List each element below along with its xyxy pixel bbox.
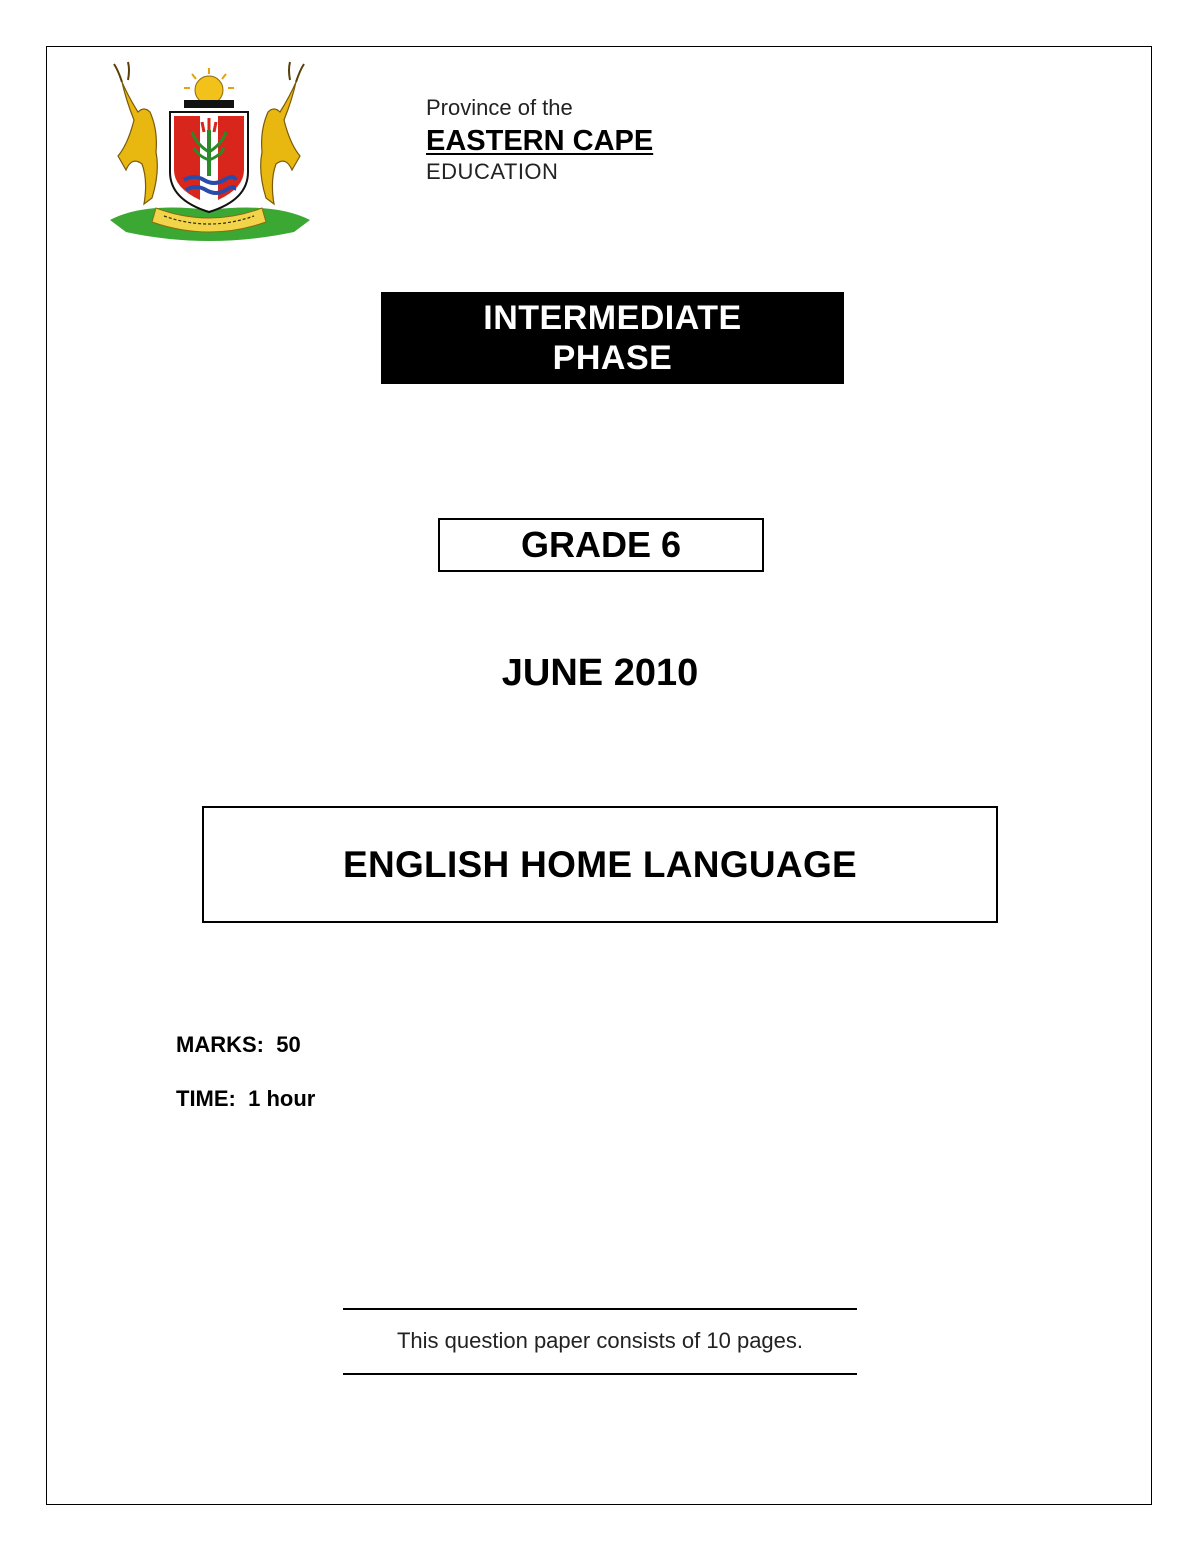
page-border bbox=[46, 46, 1152, 1505]
province-prefix: Province of the bbox=[426, 95, 573, 120]
time-label: TIME: bbox=[176, 1086, 236, 1111]
phase-line-1: INTERMEDIATE bbox=[483, 299, 742, 337]
marks-row bbox=[176, 1032, 301, 1058]
department-name: EDUCATION bbox=[426, 159, 559, 184]
province-header bbox=[426, 94, 653, 186]
exam-date: JUNE 2010 bbox=[501, 652, 699, 694]
province-name: EASTERN CAPE bbox=[426, 125, 654, 157]
marks-label: MARKS: bbox=[176, 1032, 264, 1057]
time-row bbox=[176, 1086, 315, 1112]
footer-rule-bottom bbox=[343, 1373, 857, 1375]
coat-of-arms-icon bbox=[104, 60, 314, 246]
time-value: 1 hour bbox=[248, 1086, 316, 1111]
footer-rule-top bbox=[343, 1308, 857, 1310]
phase-banner bbox=[381, 292, 844, 384]
subject-title: ENGLISH HOME LANGUAGE bbox=[342, 843, 858, 885]
grade-label: GRADE 6 bbox=[520, 524, 682, 565]
marks-value: 50 bbox=[276, 1032, 301, 1057]
page-count-note: This question paper consists of 10 pages. bbox=[396, 1328, 804, 1353]
grade-box bbox=[438, 518, 764, 572]
phase-line-2: PHASE bbox=[552, 339, 673, 377]
subject-box bbox=[202, 806, 998, 923]
